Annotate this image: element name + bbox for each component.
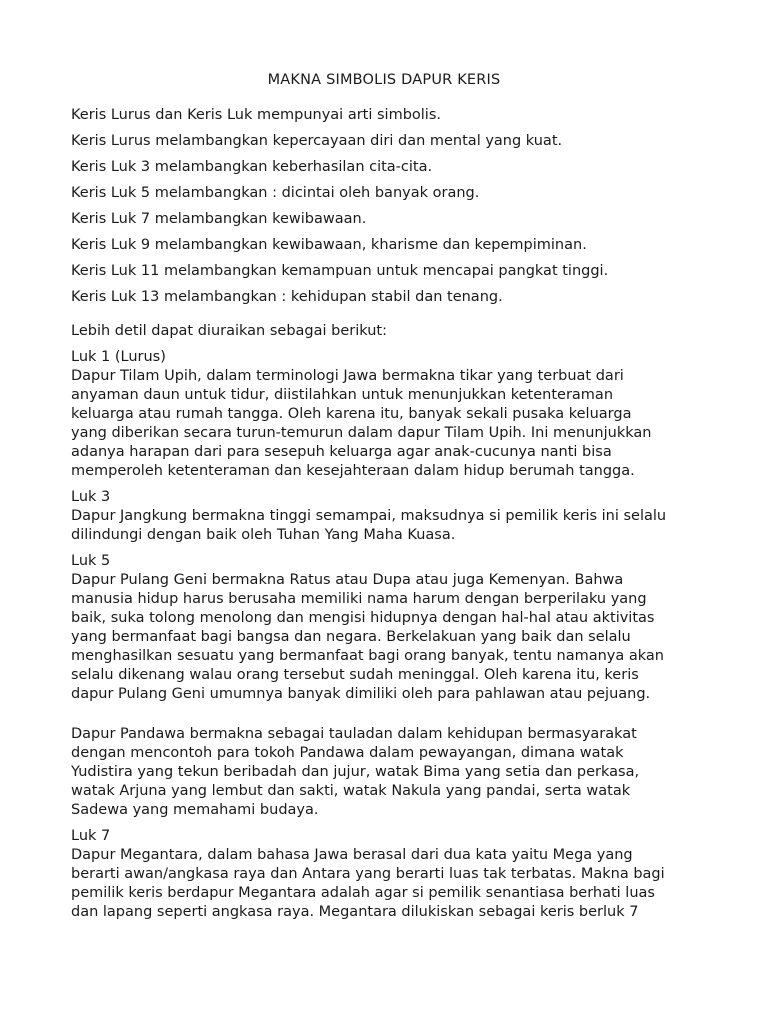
paragraph-line: pemilik keris berdapur Megantara adalah agar si pemilik senantiasa berhati luas <box>71 885 655 901</box>
section-pandawa <box>71 725 711 820</box>
paragraph-line: berarti awan/angkasa raya dan Antara yang berarti luas tak terbatas. Makna bagi <box>71 866 665 882</box>
paragraph-line: keluarga atau rumah tangga. Oleh karena itu, banyak sekali pusaka keluarga <box>71 406 632 422</box>
intro-line: Keris Luk 5 melambangkan : dicintai oleh banyak orang. <box>71 185 480 201</box>
section-luk-1 <box>71 348 711 481</box>
paragraph-line: dapur Pulang Geni umumnya banyak dimiliki oleh para pahlawan atau pejuang. <box>71 686 651 702</box>
intro-line: Keris Luk 11 melambangkan kemampuan untuk mencapai pangkat tinggi. <box>71 263 609 279</box>
paragraph-line: dilindungi dengan baik oleh Tuhan Yang Maha Kuasa. <box>71 527 456 543</box>
paragraph-line: menghasilkan sesuatu yang bermanfaat bagi orang banyak, tentu namanya akan <box>71 648 664 664</box>
section-luk-7 <box>71 827 711 922</box>
paragraph-line: selalu dikenang walau orang tersebut sudah meninggal. Oleh karena itu, keris <box>71 667 639 683</box>
paragraph-line: Dapur Tilam Upih, dalam terminologi Jawa bermakna tikar yang terbuat dari <box>71 368 624 384</box>
paragraph-line: Dapur Jangkung bermakna tinggi semampai, maksudnya si pemilik keris ini selalu <box>71 508 667 524</box>
intro-line: Keris Luk 7 melambangkan kewibawaan. <box>71 211 367 227</box>
paragraph-line: Dapur Pulang Geni bermakna Ratus atau Dupa atau juga Kemenyan. Bahwa <box>71 572 624 588</box>
section-heading: Luk 5 <box>71 553 111 569</box>
paragraph-line: yang diberikan secara turun-temurun dalam dapur Tilam Upih. Ini menunjukkan <box>71 425 652 441</box>
paragraph-line: adanya harapan dari para sesepuh keluarga agar anak-cucunya nanti bisa <box>71 444 612 460</box>
intro-line: Keris Lurus melambangkan kepercayaan diri dan mental yang kuat. <box>71 133 563 149</box>
paragraph-line: dengan mencontoh para tokoh Pandawa dalam pewayangan, dimana watak <box>71 745 624 761</box>
intro-line: Keris Luk 9 melambangkan kewibawaan, kharisme dan kepempiminan. <box>71 237 587 253</box>
section-luk-5 <box>71 552 711 704</box>
paragraph-line: Sadewa yang memahami budaya. <box>71 802 319 818</box>
section-heading: Luk 7 <box>71 828 111 844</box>
paragraph-line: anyaman daun untuk tidur, diistilahkan untuk menunjukkan ketenteraman <box>71 387 614 403</box>
document-title: MAKNA SIMBOLIS DAPUR KERIS <box>267 72 501 88</box>
intro-line: Keris Luk 3 melambangkan keberhasilan cita-cita. <box>71 159 433 175</box>
section-luk-3 <box>71 488 711 545</box>
paragraph-line: baik, suka tolong menolong dan mengisi hidupnya dengan hal-hal atau aktivitas <box>71 610 655 626</box>
paragraph-line: Dapur Megantara, dalam bahasa Jawa berasal dari dua kata yaitu Mega yang <box>71 847 633 863</box>
section-heading: Luk 1 (Lurus) <box>71 349 166 365</box>
intro-line: Keris Luk 13 melambangkan : kehidupan stabil dan tenang. <box>71 289 503 305</box>
paragraph-line: Dapur Pandawa bermakna sebagai tauladan dalam kehidupan bermasyarakat <box>71 726 637 742</box>
section-heading: Luk 3 <box>71 489 111 505</box>
lead-paragraph: Lebih detil dapat diuraikan sebagai berikut: <box>71 323 387 339</box>
paragraph-line: memperoleh ketenteraman dan kesejahteraan dalam hidup berumah tangga. <box>71 463 635 479</box>
paragraph-line: watak Arjuna yang lembut dan sakti, watak Nakula yang pandai, serta watak <box>71 783 631 799</box>
paragraph-line: dan lapang seperti angkasa raya. Megantara dilukiskan sebagai keris berluk 7 <box>71 904 639 920</box>
document-body <box>71 106 711 929</box>
paragraph-line: Yudistira yang tekun beribadah dan jujur, watak Bima yang setia dan perkasa, <box>71 764 640 780</box>
paragraph-line: yang bermanfaat bagi bangsa dan negara. Berkelakuan yang baik dan selalu <box>71 629 631 645</box>
paragraph-line: manusia hidup harus berusaha memiliki nama harum dengan berperilaku yang <box>71 591 647 607</box>
intro-line: Keris Lurus dan Keris Luk mempunyai arti simbolis. <box>71 107 441 123</box>
